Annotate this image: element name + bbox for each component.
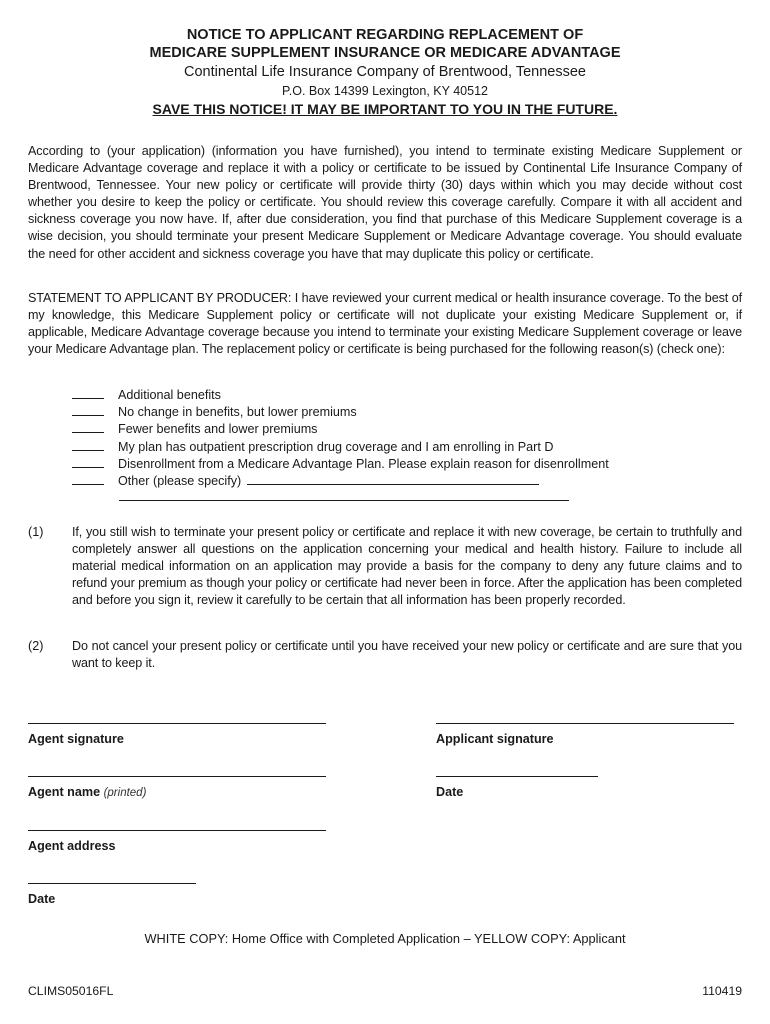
reason-item [72,404,732,421]
reason-label: Additional benefits [118,388,221,402]
reason-label: No change in benefits, but lower premiums [118,405,357,420]
title-line-2: MEDICARE SUPPLEMENT INSURANCE OR MEDICARE ADVANTAGE [149,45,621,61]
applicant-date-line[interactable] [436,766,598,777]
agent-signature-label: Agent signature [28,732,124,746]
applicant-date-label: Date [436,785,464,799]
reason-label: Fewer benefits and lower premiums [118,422,318,437]
agent-signature-block [28,713,326,746]
reason-item [72,473,732,490]
agent-name-block [28,766,326,799]
agent-name-text: Agent name [28,785,101,799]
producer-statement: STATEMENT TO APPLICANT BY PRODUCER: I have reviewed your current medical or health insurance coverage. To the best of my knowledge, this Medicare Supplement policy or certificate will not duplicate your existing Medicare Supplement or, if applicable, Medicare Advantage coverage because you intend to terminate your existing Medicare Supplement coverage or leave your Medicare Advantage plan. The replacement policy or certificate is being purchased for the following reason(s) (check one): [28,291,742,357]
item-number: (2) [28,639,44,653]
save-notice: SAVE THIS NOTICE! IT MAY BE IMPORTANT TO YOU IN THE FUTURE. [152,101,618,117]
item-text: If, you still wish to terminate your present policy or certificate and replace it with new coverage, be certain to truthfully and completely answer all questions on the application concerning your medical and health history. Failure to include all material medical information on an application may provide a basis for the company to deny any future claims and to refund your premium as though your policy or certificate had never been in force. After the application has been completed and before you sign it, review it carefully to be certain that all information has been properly recorded. [72,525,742,608]
company-address: P.O. Box 14399 Lexington, KY 40512 [282,84,488,98]
applicant-signature-block [436,713,734,746]
check-blank[interactable] [72,387,104,399]
check-blank[interactable] [72,456,104,468]
applicant-date-block [436,766,598,799]
reason-item [72,421,732,438]
item-number: (1) [28,525,44,539]
check-blank[interactable] [72,439,104,451]
applicant-signature-label: Applicant signature [436,732,554,746]
other-specify-line[interactable] [247,473,539,485]
reason-item [72,456,732,473]
agent-date-block [28,873,196,906]
agent-date-line[interactable] [28,873,196,884]
applicant-signature-line[interactable] [436,713,734,724]
other-specify-line-continued[interactable] [119,490,569,501]
form-code: CLIMS05016FL [28,984,114,998]
printed-note: (printed) [103,787,147,799]
reason-item [72,387,732,404]
company-name: Continental Life Insurance Company of Brentwood, Tennessee [184,64,586,80]
agent-name-line[interactable] [28,766,326,777]
reason-item [72,439,732,456]
reason-label: Other (please specify) [118,473,242,488]
intro-paragraph: According to (your application) (information you have furnished), you intend to terminate existing Medicare Supplement or Medicare Advantage coverage and replace it with a policy or certificate to be issued by Continental Life Insurance Company of Brentwood, Tennessee. Your new policy or certificate will provide thirty (30) days within which you may decide without cost whether you desire to keep the policy or certificate. You should review this coverage carefully. Compare it with all accident and sickness coverage you now have. If, after due consideration, you find that purchase of this Medicare Supplement coverage is a wise decision, you should terminate your present Medicare Supplement or Medicare Advantage coverage. You should evaluate the need for other accident and sickness coverage you have that may duplicate this policy or certificate. [28,144,742,261]
check-blank[interactable] [72,404,104,416]
agent-date-label: Date [28,892,56,906]
agent-name-label [28,785,326,799]
agent-address-block [28,820,326,853]
copy-distribution: WHITE COPY: Home Office with Completed Application – YELLOW COPY: Applicant [144,931,626,946]
reason-checklist [72,387,732,501]
agent-signature-line[interactable] [28,713,326,724]
agent-address-label: Agent address [28,839,116,853]
check-blank[interactable] [72,473,104,485]
numbered-item-1 [28,524,742,609]
check-blank[interactable] [72,421,104,433]
title-line-1: NOTICE TO APPLICANT REGARDING REPLACEMENT OF [186,27,584,43]
item-text: Do not cancel your present policy or certificate until you have received your new policy or certificate and are sure that you want to keep it. [72,639,742,671]
reason-label: Disenrollment from a Medicare Advantage Plan. Please explain reason for disenrollment [118,456,609,471]
reason-label: My plan has outpatient prescription drug coverage and I am enrolling in Part D [118,439,554,454]
agent-address-line[interactable] [28,820,326,831]
numbered-item-2 [28,638,742,672]
document-header [28,26,742,118]
notice-page [28,0,742,998]
form-revision: 110419 [702,984,742,998]
